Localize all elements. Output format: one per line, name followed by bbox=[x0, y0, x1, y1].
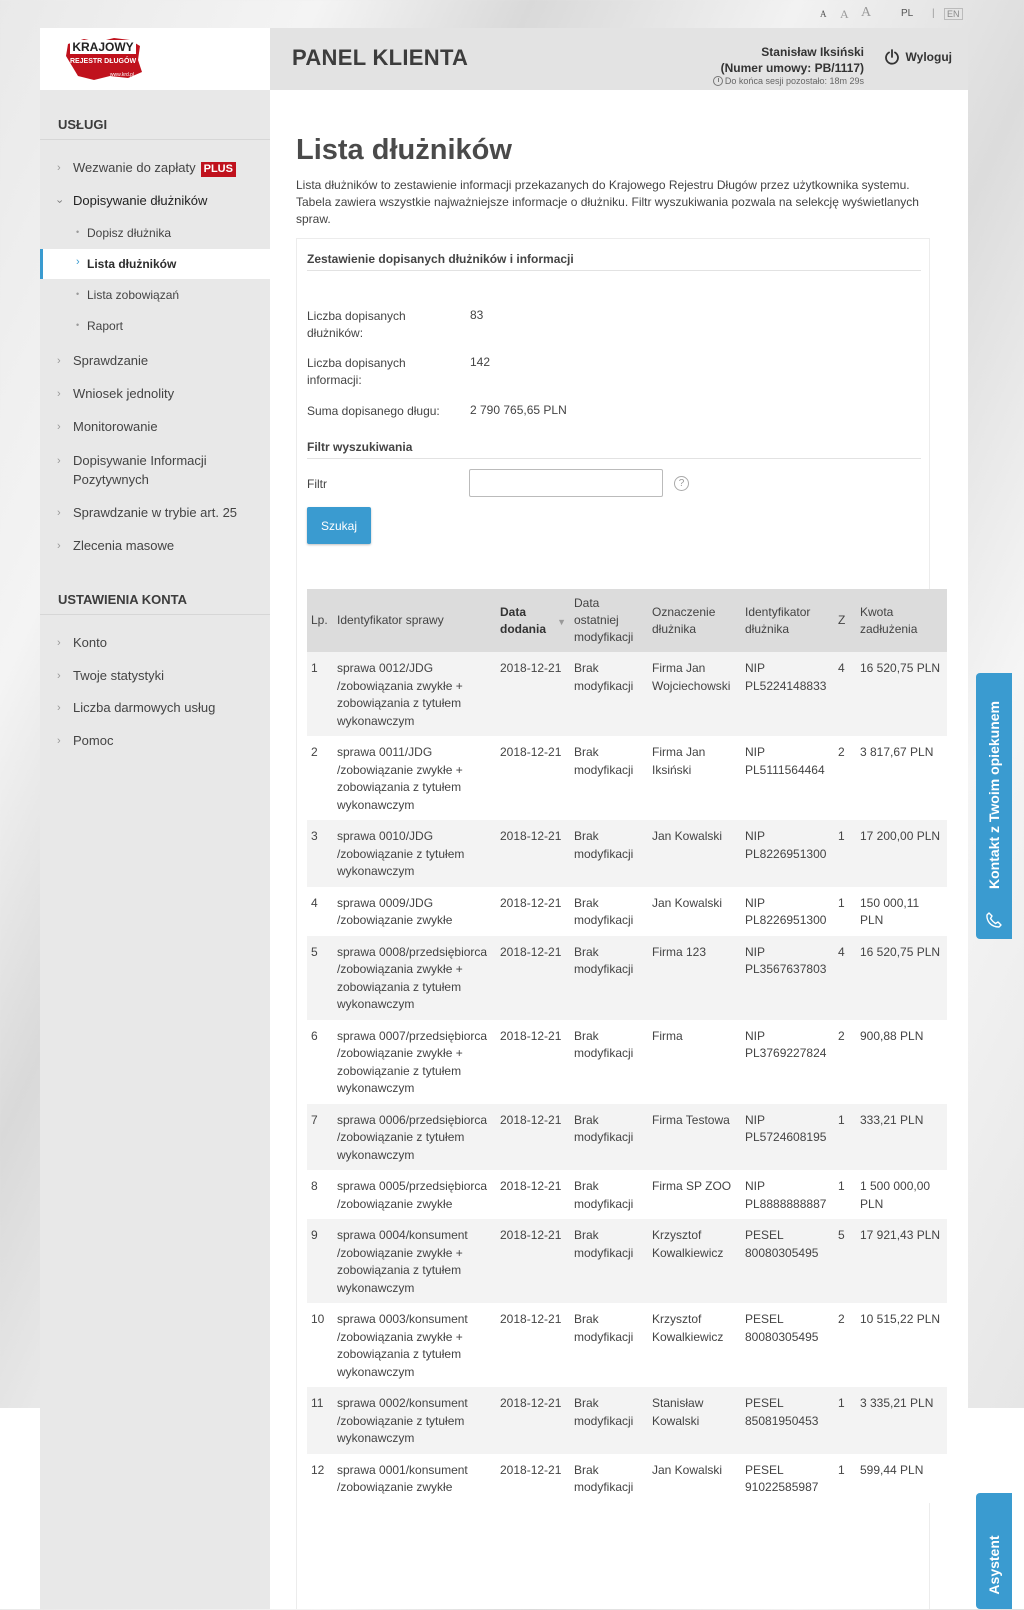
sidebar-item-label: Dopisywanie Informacji Pozytywnych bbox=[73, 453, 207, 487]
services-heading: USŁUGI bbox=[58, 117, 108, 132]
cell-lp: 9 bbox=[311, 1228, 318, 1242]
cell-date-added: 2018-12-21 bbox=[500, 1396, 562, 1410]
intro-text: Lista dłużników to zestawienie informacji przekazanych do Krajowego Rejestru Długów przez użytkownika systemu. Tabela zawiera wszystkie najważniejsze informacje o dłużniku. Filtr wyszukiwania pozwala na selekcję wyświetlanych spraw. bbox=[296, 178, 919, 226]
cell-debtor-name: Firma Jan Wojciechowski bbox=[652, 661, 731, 693]
cell-case-id: sprawa 0003/konsument /zobowiązania zwykłe + zobowiązania z tytułem wykonawczym bbox=[337, 1312, 468, 1379]
sidebar-subitem-report[interactable] bbox=[40, 311, 270, 341]
cell-case-id: sprawa 0006/przedsiębiorca /zobowiązanie z tytułem wykonawczym bbox=[337, 1112, 488, 1162]
cell-count: 1 bbox=[838, 1179, 845, 1193]
cell-debtor-id: NIP PL3567637803 bbox=[745, 944, 827, 976]
main-content bbox=[270, 90, 968, 1609]
clock-icon bbox=[713, 76, 723, 86]
cell-lp: 2 bbox=[311, 745, 318, 759]
table-row[interactable] bbox=[307, 1387, 947, 1454]
cell-case-id: sprawa 0004/konsument /zobowiązanie zwykłe + zobowiązania z tytułem wykonawczym bbox=[337, 1228, 468, 1295]
chevron-down-icon: › bbox=[53, 199, 66, 204]
sidebar-subitem-label: Lista zobowiązań bbox=[87, 288, 180, 302]
cell-lp: 4 bbox=[311, 895, 318, 910]
stat-label-information: Liczba dopisanych informacji: bbox=[307, 356, 406, 387]
cell-last-modified: Brak modyfikacji bbox=[574, 1028, 634, 1060]
filter-input[interactable] bbox=[469, 469, 663, 497]
sidebar-item-label: Pomoc bbox=[73, 733, 114, 748]
cell-lp: 3 bbox=[311, 829, 318, 843]
sidebar bbox=[40, 90, 270, 1609]
bullet-icon: • bbox=[76, 227, 80, 237]
chevron-right-icon: › bbox=[57, 670, 61, 682]
cell-last-modified: Brak modyfikacji bbox=[574, 829, 634, 861]
sort-down-icon: ▼ bbox=[557, 617, 566, 627]
cell-debtor-name: Jan Kowalski bbox=[652, 895, 723, 910]
cell-debtor-name: Krzysztof Kowalkiewicz bbox=[652, 1228, 724, 1260]
cell-count: 1 bbox=[838, 1112, 845, 1127]
cell-last-modified: Brak modyfikacji bbox=[574, 1462, 634, 1494]
card-divider bbox=[307, 270, 921, 271]
cell-date-added: 2018-12-21 bbox=[500, 1312, 562, 1326]
logo-area[interactable] bbox=[40, 28, 270, 90]
cell-lp: 11 bbox=[311, 1396, 324, 1410]
table-row[interactable] bbox=[307, 1454, 947, 1503]
plus-badge: PLUS bbox=[201, 162, 236, 177]
cell-debtor-id: NIP PL8888888887 bbox=[745, 1179, 827, 1211]
cell-debtor-id: NIP PL8226951300 bbox=[745, 829, 827, 861]
table-row[interactable] bbox=[307, 936, 947, 1020]
sidebar-item-label: Wniosek jednolity bbox=[73, 386, 175, 401]
cell-count: 2 bbox=[838, 1312, 845, 1326]
table-row[interactable] bbox=[307, 887, 947, 936]
sidebar-item-label: Dopisywanie dłużników bbox=[73, 193, 208, 208]
cell-debtor-id: NIP PL5111564464 bbox=[745, 745, 825, 777]
cell-case-id: sprawa 0007/przedsiębiorca /zobowiązanie zwykłe + zobowiązanie z tytułem wykonawczym bbox=[337, 1028, 488, 1095]
cell-lp: 12 bbox=[311, 1462, 325, 1477]
filter-label: Filtr bbox=[307, 477, 327, 491]
cell-lp: 8 bbox=[311, 1179, 318, 1193]
sidebar-subitem-label: Dopisz dłużnika bbox=[87, 226, 172, 240]
cell-case-id: sprawa 0008/przedsiębiorca /zobowiązania zwykłe + zobowiązania z tytułem wykonawczym bbox=[337, 944, 488, 1011]
cell-lp: 5 bbox=[311, 944, 318, 959]
cell-debtor-name: Jan Kowalski bbox=[652, 829, 723, 843]
cell-date-added: 2018-12-21 bbox=[500, 1179, 562, 1193]
cell-case-id: sprawa 0010/JDG /zobowiązanie z tytułem wykonawczym bbox=[337, 829, 465, 878]
chevron-right-icon: › bbox=[57, 540, 61, 552]
debtors-table-container[interactable] bbox=[307, 589, 941, 1610]
table-row[interactable] bbox=[307, 736, 947, 820]
cell-amount: 17 921,43 PLN bbox=[860, 1228, 941, 1242]
assistant-tab[interactable] bbox=[976, 1493, 1012, 1609]
account-settings-heading: USTAWIENIA KONTA bbox=[58, 592, 188, 607]
cell-count: 4 bbox=[838, 944, 845, 959]
chevron-right-icon: › bbox=[76, 256, 80, 268]
chevron-right-icon: › bbox=[57, 637, 61, 649]
cell-last-modified: Brak modyfikacji bbox=[574, 745, 634, 777]
cell-debtor-name: Firma SP ZOO bbox=[652, 1179, 732, 1193]
cell-debtor-name: Stanisław Kowalski bbox=[652, 1396, 704, 1428]
cell-debtor-id: PESEL 80080305495 bbox=[745, 1228, 819, 1260]
column-header[interactable]: Identyfikator dłużnika bbox=[745, 604, 811, 636]
table-row[interactable] bbox=[307, 820, 947, 887]
krd-logo bbox=[64, 36, 174, 82]
app-container bbox=[40, 28, 968, 1609]
panel-title: PANEL KLIENTA bbox=[292, 45, 469, 70]
sidebar-item-label: Konto bbox=[73, 635, 107, 650]
cell-debtor-id: PESEL 85081950453 bbox=[745, 1396, 819, 1428]
cell-last-modified: Brak modyfikacji bbox=[574, 944, 634, 976]
logout-label: Wyloguj bbox=[905, 50, 952, 64]
cell-last-modified: Brak modyfikacji bbox=[574, 1312, 634, 1344]
cell-case-id: sprawa 0005/przedsiębiorca /zobowiązanie zwykłe bbox=[337, 1179, 488, 1211]
cell-case-id: sprawa 0012/JDG /zobowiązania zwykłe + zobowiązania z tytułem wykonawczym bbox=[337, 661, 463, 728]
cell-count: 2 bbox=[838, 745, 845, 759]
cell-debtor-id: PESEL 80080305495 bbox=[745, 1312, 819, 1344]
session-text: Do końca sesji pozostało: 18m 29s bbox=[724, 76, 864, 86]
chevron-right-icon: › bbox=[57, 507, 61, 519]
session-timer bbox=[713, 76, 864, 86]
table-row[interactable] bbox=[307, 652, 947, 736]
contact-advisor-label: Kontakt z Twoim opiekunem bbox=[986, 701, 1002, 890]
svg-text:KRAJOWY: KRAJOWY bbox=[72, 40, 134, 54]
chevron-right-icon: › bbox=[57, 388, 61, 400]
cell-amount: 3 817,67 PLN bbox=[860, 745, 934, 759]
cell-amount: 10 515,22 PLN bbox=[860, 1312, 941, 1326]
sidebar-subitem-add-debtor[interactable] bbox=[40, 218, 270, 248]
cell-last-modified: Brak modyfikacji bbox=[574, 1396, 634, 1428]
cell-date-added: 2018-12-21 bbox=[500, 1112, 562, 1127]
cell-case-id: sprawa 0009/JDG /zobowiązanie zwykłe bbox=[337, 895, 453, 927]
cell-amount: 150 000,11 PLN bbox=[860, 895, 920, 927]
card-title: Zestawienie dopisanych dłużników i informacji bbox=[307, 252, 574, 266]
stat-value-information: 142 bbox=[470, 355, 491, 369]
user-info bbox=[721, 44, 864, 76]
table-row[interactable] bbox=[307, 1219, 947, 1303]
sidebar-subitem-debtor-list[interactable] bbox=[40, 249, 270, 279]
table-body bbox=[307, 652, 947, 1503]
cell-date-added: 2018-12-21 bbox=[500, 1228, 562, 1242]
cell-amount: 599,44 PLN bbox=[860, 1462, 924, 1477]
cell-date-added: 2018-12-21 bbox=[500, 1462, 562, 1477]
cell-lp: 6 bbox=[311, 1028, 318, 1043]
cell-count: 4 bbox=[838, 661, 845, 675]
chevron-right-icon: › bbox=[57, 702, 61, 714]
column-header[interactable]: Oznaczenie dłużnika bbox=[652, 604, 716, 636]
language-en-link[interactable]: EN bbox=[944, 8, 963, 20]
table-row[interactable] bbox=[307, 1170, 947, 1219]
cell-amount: 3 335,21 PLN bbox=[860, 1396, 934, 1410]
column-header-label: Data dodania bbox=[500, 604, 547, 636]
cell-date-added: 2018-12-21 bbox=[500, 944, 562, 959]
summary-card bbox=[296, 238, 941, 1609]
cell-count: 1 bbox=[838, 1462, 845, 1477]
cell-debtor-name: Krzysztof Kowalkiewicz bbox=[652, 1312, 724, 1344]
cell-debtor-name: Firma Testowa bbox=[652, 1112, 730, 1127]
search-button[interactable]: Szukaj bbox=[307, 507, 371, 544]
sidebar-item-label: Sprawdzanie w trybie art. 25 bbox=[73, 505, 238, 520]
svg-text:REJESTR DŁUGÓW: REJESTR DŁUGÓW bbox=[69, 58, 137, 65]
column-header[interactable]: Lp. bbox=[311, 613, 328, 627]
font-size-large-button[interactable]: A bbox=[861, 5, 872, 20]
sidebar-item-label: Monitorowanie bbox=[73, 419, 158, 434]
sidebar-divider bbox=[40, 614, 270, 615]
cell-count: 1 bbox=[838, 1396, 845, 1410]
cell-debtor-name: Firma Jan Iksiński bbox=[652, 745, 706, 777]
cell-case-id: sprawa 0002/konsument /zobowiązanie z tytułem wykonawczym bbox=[337, 1396, 468, 1445]
cell-lp: 7 bbox=[311, 1112, 318, 1127]
contract-number: (Numer umowy: PB/1117) bbox=[720, 61, 864, 75]
font-size-small-button[interactable]: A bbox=[820, 9, 827, 19]
sidebar-item-label: Sprawdzanie bbox=[73, 353, 149, 368]
column-header[interactable]: Z bbox=[838, 613, 846, 627]
cell-last-modified: Brak modyfikacji bbox=[574, 1179, 634, 1211]
sidebar-item-label: Zlecenia masowe bbox=[73, 538, 175, 553]
cell-amount: 16 520,75 PLN bbox=[860, 944, 941, 959]
cell-case-id: sprawa 0011/JDG /zobowiązanie zwykłe + zobowiązania z tytułem wykonawczym bbox=[337, 745, 463, 812]
chevron-right-icon: › bbox=[57, 162, 61, 174]
stat-value-debtors: 83 bbox=[470, 308, 484, 322]
filter-title: Filtr wyszukiwania bbox=[307, 440, 413, 454]
cell-debtor-name: Firma 123 bbox=[652, 944, 707, 959]
user-name: Stanisław Iksiński bbox=[761, 45, 864, 59]
chevron-right-icon: › bbox=[57, 355, 61, 367]
cell-date-added: 2018-12-21 bbox=[500, 1028, 562, 1043]
cell-count: 1 bbox=[838, 829, 845, 843]
table-row[interactable] bbox=[307, 1020, 947, 1104]
cell-last-modified: Brak modyfikacji bbox=[574, 1112, 634, 1144]
sidebar-divider bbox=[40, 139, 270, 140]
cell-amount: 900,88 PLN bbox=[860, 1028, 924, 1043]
cell-debtor-name: Firma bbox=[652, 1028, 683, 1043]
chevron-right-icon: › bbox=[57, 421, 61, 433]
contact-advisor-tab[interactable] bbox=[976, 673, 1012, 939]
cell-lp: 10 bbox=[311, 1312, 325, 1326]
cell-date-added: 2018-12-21 bbox=[500, 895, 562, 910]
cell-amount: 1 500 000,00 PLN bbox=[860, 1179, 931, 1211]
debtors-table bbox=[307, 589, 947, 1503]
cell-case-id: sprawa 0001/konsument /zobowiązanie zwykłe bbox=[337, 1462, 468, 1494]
page-title: Lista dłużników bbox=[296, 134, 512, 166]
font-size-medium-button[interactable]: A bbox=[840, 7, 849, 21]
sidebar-item-label: Twoje statystyki bbox=[73, 668, 165, 683]
sidebar-item-label: Liczba darmowych usług bbox=[73, 700, 216, 715]
table-row[interactable] bbox=[307, 1104, 947, 1171]
column-header[interactable]: Identyfikator sprawy bbox=[337, 613, 444, 627]
table-row[interactable] bbox=[307, 1303, 947, 1387]
stat-label-debtors: Liczba dopisanych dłużników: bbox=[307, 309, 406, 340]
table-header-row bbox=[307, 589, 947, 652]
cell-amount: 17 200,00 PLN bbox=[860, 829, 941, 843]
svg-text:www.krd.pl: www.krd.pl bbox=[109, 72, 135, 78]
logout-button[interactable] bbox=[884, 49, 952, 65]
cell-date-added: 2018-12-21 bbox=[500, 661, 562, 675]
sidebar-subitem-label: Lista dłużników bbox=[87, 257, 177, 271]
sidebar-subitem-label: Raport bbox=[87, 319, 124, 333]
column-header[interactable]: Kwota zadłużenia bbox=[860, 604, 918, 636]
cell-debtor-id: NIP PL5224148833 bbox=[745, 661, 827, 693]
sidebar-item-label: Wezwanie do zapłaty bbox=[73, 160, 196, 175]
cell-count: 1 bbox=[838, 895, 845, 910]
header-bar bbox=[270, 28, 968, 90]
filter-divider bbox=[307, 458, 921, 459]
cell-last-modified: Brak modyfikacji bbox=[574, 661, 634, 693]
language-separator: | bbox=[932, 8, 935, 19]
stat-value-debt-sum: 2 790 765,65 PLN bbox=[470, 403, 567, 417]
sidebar-item-positive-info[interactable] bbox=[40, 451, 270, 489]
cell-debtor-id: PESEL 91022585987 bbox=[745, 1462, 819, 1494]
cell-debtor-id: NIP PL3769227824 bbox=[745, 1028, 827, 1060]
chevron-right-icon: › bbox=[57, 735, 61, 747]
sidebar-subitem-obligations-list[interactable] bbox=[40, 280, 270, 310]
power-icon bbox=[884, 49, 900, 65]
help-icon[interactable]: ? bbox=[674, 476, 689, 491]
bullet-icon: • bbox=[76, 289, 80, 299]
column-header[interactable]: Data ostatniej modyfikacji bbox=[574, 596, 634, 644]
assistant-label: Asystent bbox=[986, 1535, 1002, 1595]
cell-count: 5 bbox=[838, 1228, 845, 1242]
language-pl-link[interactable]: PL bbox=[901, 8, 914, 19]
cell-date-added: 2018-12-21 bbox=[500, 745, 562, 759]
cell-lp: 1 bbox=[311, 661, 318, 675]
stat-label-debt-sum: Suma dopisanego długu: bbox=[307, 404, 440, 418]
cell-date-added: 2018-12-21 bbox=[500, 829, 562, 843]
phone-icon bbox=[985, 911, 1003, 929]
cell-count: 2 bbox=[838, 1028, 845, 1043]
cell-debtor-id: NIP PL8226951300 bbox=[745, 895, 827, 927]
chevron-right-icon: › bbox=[57, 455, 61, 467]
cell-debtor-id: NIP PL5724608195 bbox=[745, 1112, 827, 1144]
cell-amount: 333,21 PLN bbox=[860, 1112, 924, 1127]
cell-debtor-name: Jan Kowalski bbox=[652, 1462, 723, 1477]
bullet-icon: • bbox=[76, 320, 80, 330]
column-header-sorted[interactable] bbox=[496, 589, 570, 652]
cell-amount: 16 520,75 PLN bbox=[860, 661, 941, 675]
cell-last-modified: Brak modyfikacji bbox=[574, 1228, 634, 1260]
cell-last-modified: Brak modyfikacji bbox=[574, 895, 634, 927]
